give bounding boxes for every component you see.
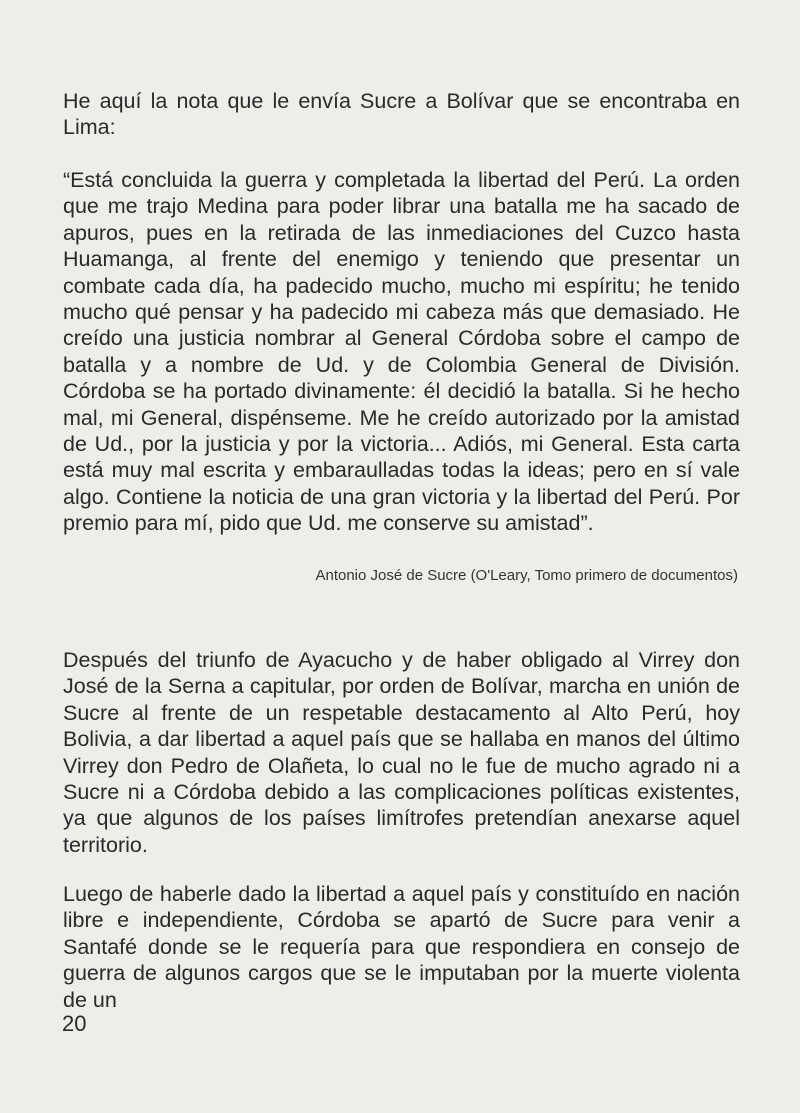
quote-attribution: Antonio José de Sucre (O'Leary, Tomo primero de documentos)	[315, 567, 738, 584]
intro-paragraph: He aquí la nota que le envía Sucre a Bolívar que se encontraba en Lima:	[63, 89, 740, 140]
letter-quote-paragraph: “Está concluida la guerra y completada la libertad del Perú. La orden que me trajo Medina para poder librar una batalla me ha sacado de apuros, pues en la retirada de las inmediaciones del Cuzco hasta Huamanga, al frente del enemigo y teniendo que presentar un combate cada día, ha padecido mucho, mucho mi espíritu; he tenido mucho qué pensar y ha padecido mi cabeza más que demasiado. He creído una justicia nombrar al General Córdoba sobre el campo de batalla y a nombre de Ud. y de Colombia General de División. Córdoba se ha portado divinamente: él decidió la batalla. Si he hecho mal, mi General, dispénseme. Me he creído autorizado por la amistad de Ud., por la justicia y por la victoria... Adiós, mi General. Esta carta está muy mal escrita y embaraulladas todas la ideas; pero en sí vale algo. Contiene la noticia de una gran victoria y la libertad del Perú. Por premio para mí, pido que Ud. me conserve su amistad”.	[63, 168, 740, 536]
page-number: 20	[62, 1011, 87, 1036]
body-paragraph-1: Después del triunfo de Ayacucho y de haber obligado al Virrey don José de la Serna a capitular, por orden de Bolívar, marcha en unión de Sucre al frente de un respetable destacamento al Alto Perú, hoy Bolivia, a dar libertad a aquel país que se hallaba en manos del último Virrey don Pedro de Olañeta, lo cual no le fue de mucho agrado ni a Sucre ni a Córdoba debido a las complicaciones políticas existentes, ya que algunos de los países limítrofes pretendían anexarse aquel territorio.	[63, 648, 740, 857]
body-paragraph-2: Luego de haberle dado la libertad a aquel país y constituído en nación libre e independiente, Córdoba se apartó de Sucre para venir a Santafé donde se le requería para que respondiera en consejo de guerra de algunos cargos que se le imputaban por la muerte violenta de un	[63, 882, 740, 1012]
